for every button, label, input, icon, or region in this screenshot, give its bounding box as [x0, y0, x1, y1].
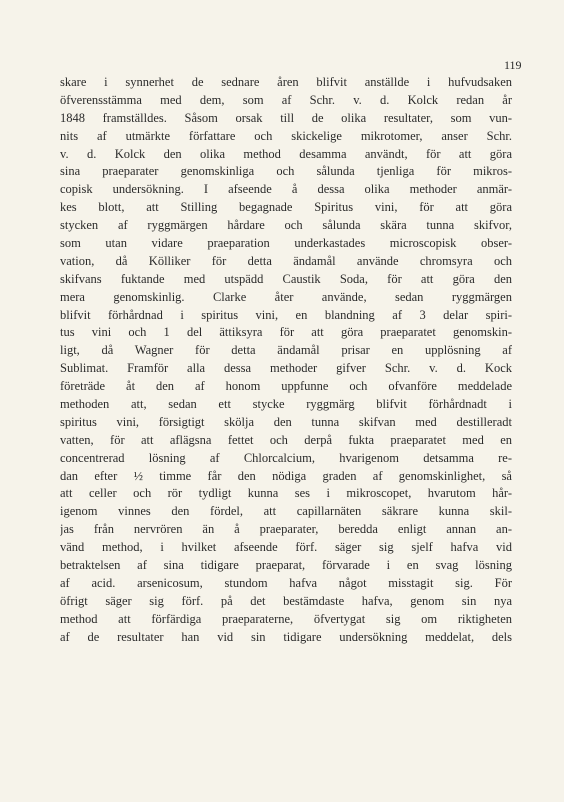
text-line: ligt, då Wagner för detta ändamål prisar en upplösning af [60, 343, 512, 358]
text-line: af acid. arsenicosum, stundom hafva något misstagit sig. För [60, 575, 512, 590]
text-line: sina praeparater genomskinliga och sålunda tjenliga för mikros- [60, 164, 512, 179]
text-line: att celler och rör tydligt kunna ses i mikroscopet, hvarutom hår- [60, 486, 512, 501]
text-line: skifvans fuktande med utspädd Caustik Soda, för att göra den [60, 271, 512, 286]
text-line: stycken af ryggmärgen hårdare och sålunda skära tunna skifvor, [60, 218, 512, 233]
text-line: vatten, för att aflägsna fettet och derpå fukta praeparatet med en [60, 432, 512, 447]
text-line: kes blott, att Stilling begagnade Spiritus vini, för att göra [60, 200, 512, 215]
text-line: methoden att, sedan ett stycke ryggmärg blifvit förhårdnadt i [60, 397, 512, 412]
text-line: v. d. Kolck den olika method desamma användt, för att göra [60, 146, 512, 161]
text-line: betraktelsen af sina tidigare praeparat, förvarade i en svag lösning [60, 558, 512, 573]
text-line: dan efter ½ timme får den nödiga graden af genomskinlighet, så [60, 468, 512, 483]
text-line: jas från nervrören än å praeparater, beredda enligt annan an- [60, 522, 512, 537]
text-line: vation, då Kölliker för detta ändamål använde chromsyra och [60, 253, 512, 268]
text-line: igenom vinnes den fördel, att capillarnäten säkrare kunna skil- [60, 504, 512, 519]
text-line: blifvit förhårdnad i spiritus vini, en blandning af 3 delar spiri- [60, 307, 512, 322]
text-line: skare i synnerhet de sednare åren blifvit anställde i hufvudsaken [60, 75, 512, 89]
text-line: mera genomskinlig. Clarke åter använde, sedan ryggmärgen [60, 289, 512, 304]
text-line: concentrerad lösning af Chlorcalcium, hvarigenom detsamma re- [60, 450, 512, 465]
text-line: af de resultater han vid sin tidigare undersökning meddelat, dels [60, 629, 512, 644]
text-line: spiritus vini, försigtigt skölja den tunna skifvan med destilleradt [60, 414, 512, 429]
text-line: 1848 framställdes. Såsom orsak till de olika resultater, som vun- [60, 110, 512, 125]
page-number: 119 [504, 58, 522, 72]
text-line: Sublimat. Framför alla dessa methoder gifver Schr. v. d. Kock [60, 361, 512, 376]
text-line: nits af utmärkte författare och skickelige mikrotomer, anser Schr. [60, 128, 512, 143]
body-text [60, 74, 512, 647]
text-line: som utan vidare praeparation underkastades microscopisk obser- [60, 236, 512, 251]
text-line: öfverensstämma med dem, som af Schr. v. d. Kolck redan år [60, 92, 512, 107]
text-line: tus vini och 1 del ättiksyra för att göra praeparatet genomskin- [60, 325, 512, 340]
text-line: öfrigt säger sig förf. på det bestämdaste hafva, genom sin nya [60, 593, 512, 608]
text-line: method att förfärdiga praeparaterne, öfvertygat sig om riktigheten [60, 611, 512, 626]
text-line: vänd method, i hvilket afseende förf. säger sig sjelf hafva vid [60, 540, 512, 555]
text-line: företräde åt den af honom uppfunne och ofvanföre meddelade [60, 379, 512, 394]
text-line: copisk undersökning. I afseende å dessa olika methoder anmär- [60, 182, 512, 197]
